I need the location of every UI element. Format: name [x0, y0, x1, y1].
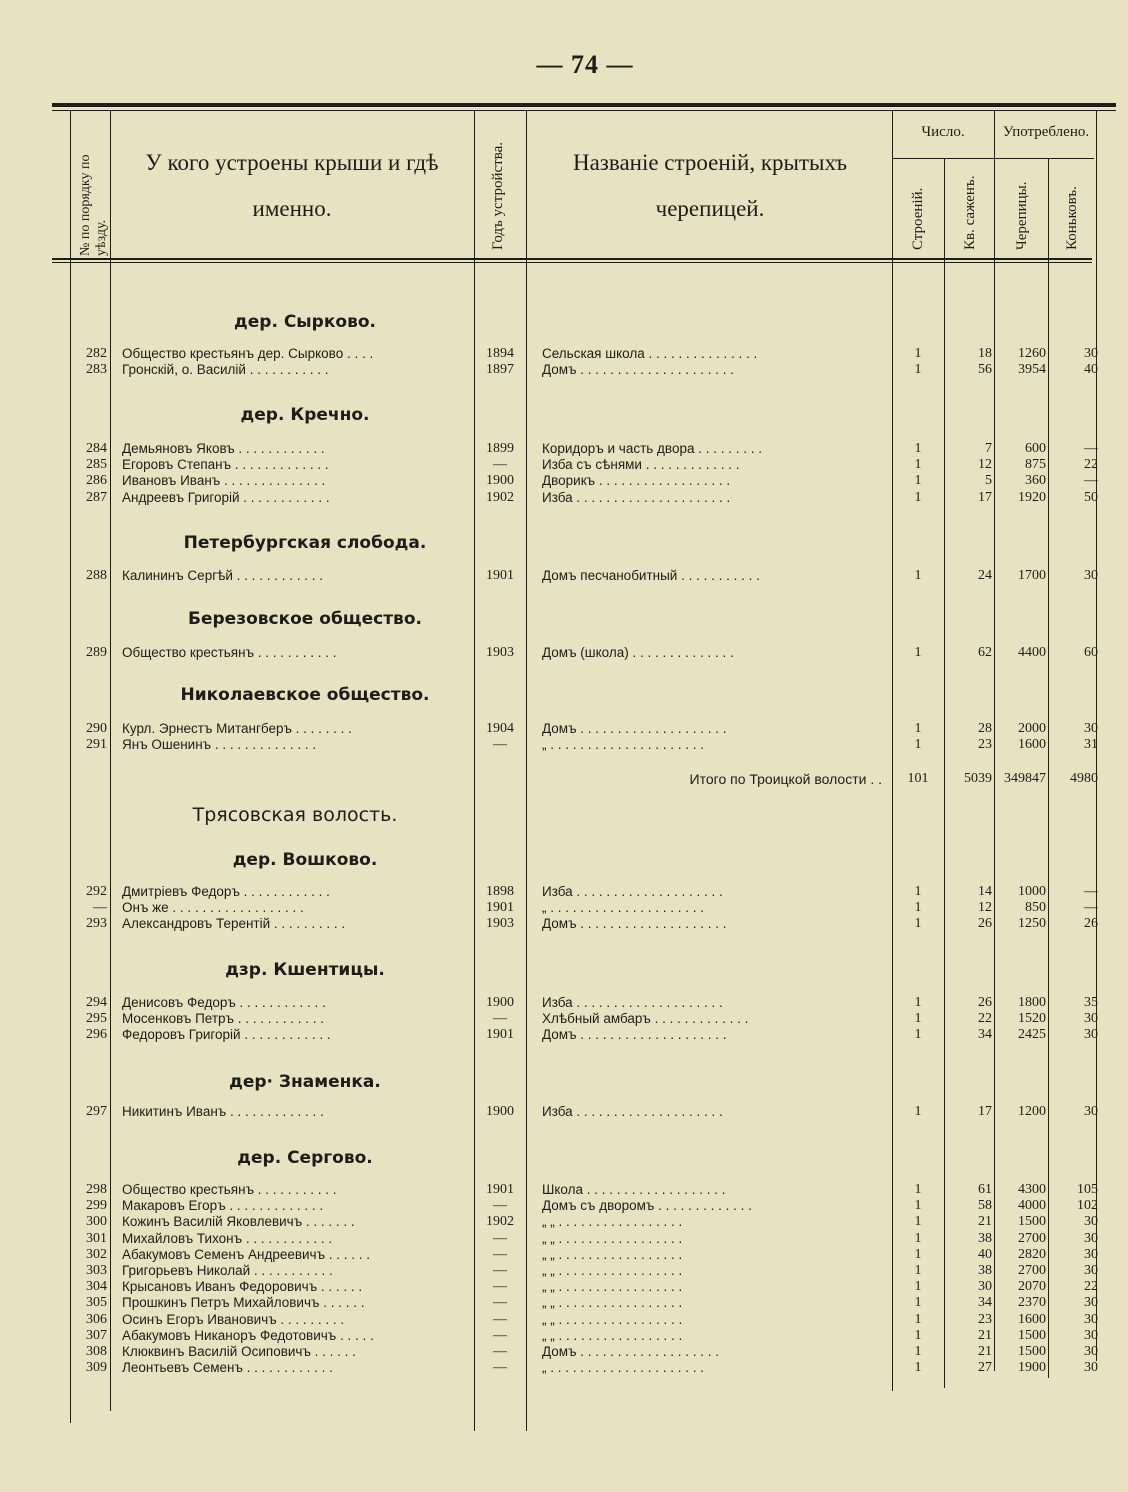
- row-number: 284: [86, 441, 107, 456]
- table-row: [0, 884, 1128, 900]
- area-sazhen: 18: [978, 346, 992, 361]
- total-row: [0, 771, 1128, 787]
- building-type: Хлѣбный амбаръ . . . . . . . . . . . . .: [542, 1011, 749, 1026]
- row-number: 295: [86, 1011, 107, 1026]
- table-row: [0, 1104, 1128, 1120]
- row-number: 285: [86, 457, 107, 472]
- year-built: 1903: [486, 916, 514, 931]
- building-type: „ „ . . . . . . . . . . . . . . . . .: [542, 1231, 683, 1246]
- area-sazhen: 21: [978, 1328, 992, 1343]
- owner-name: Абакумовъ Семенъ Андреевичъ . . . . . .: [122, 1247, 371, 1262]
- row-number: 288: [86, 568, 107, 583]
- building-type: Изба . . . . . . . . . . . . . . . . . . . .: [542, 884, 723, 899]
- ridge-count: 60: [1084, 645, 1098, 660]
- year-built: 1904: [486, 721, 514, 736]
- year-built: —: [493, 457, 507, 472]
- table-row: [0, 441, 1128, 457]
- building-type: Изба . . . . . . . . . . . . . . . . . . . . .: [542, 490, 731, 505]
- row-number: 298: [86, 1182, 107, 1197]
- building-type: Сельская школа . . . . . . . . . . . . . . .: [542, 346, 758, 361]
- building-count: 1: [914, 457, 922, 472]
- ridge-count: 31: [1084, 737, 1098, 752]
- owner-name: Янъ Ошенинъ . . . . . . . . . . . . . .: [122, 737, 317, 752]
- year-built: —: [493, 1279, 507, 1294]
- tiles-count: 1260: [1018, 346, 1046, 361]
- building-count: 1: [914, 1231, 922, 1246]
- building-count: 1: [914, 916, 922, 931]
- area-sazhen: 17: [978, 1104, 992, 1119]
- section-heading: дер. Кречно.: [240, 405, 370, 425]
- area-sazhen: 14: [978, 884, 992, 899]
- building-count: 1: [914, 362, 922, 377]
- building-count: 1: [914, 1263, 922, 1278]
- ridge-count: 30: [1084, 1263, 1098, 1278]
- ridge-count: 30: [1084, 1027, 1098, 1042]
- building-type: „ . . . . . . . . . . . . . . . . . . . . .: [542, 900, 705, 915]
- building-type: Домъ . . . . . . . . . . . . . . . . . . . .: [542, 721, 727, 736]
- area-sazhen: 27: [978, 1360, 992, 1375]
- ridge-count: 30: [1084, 1231, 1098, 1246]
- building-type: Изба . . . . . . . . . . . . . . . . . . . .: [542, 1104, 723, 1119]
- area-sazhen: 38: [978, 1231, 992, 1246]
- owner-name: Калининъ Сергѣй . . . . . . . . . . . .: [122, 568, 323, 583]
- table-row: [0, 1231, 1128, 1247]
- tiles-count: 1520: [1018, 1011, 1046, 1026]
- building-count: 1: [914, 441, 922, 456]
- owner-name: Общество крестьянъ . . . . . . . . . . .: [122, 1182, 337, 1197]
- owner-name: Прошкинъ Петръ Михайловичъ . . . . . .: [122, 1295, 365, 1310]
- ridge-count: 35: [1084, 995, 1098, 1010]
- section-heading: дзр. Кшентицы.: [225, 960, 385, 980]
- header-rule-thin: [52, 262, 1092, 263]
- owner-name: Общество крестьянъ дер. Сырково . . . .: [122, 346, 374, 361]
- header-col-ridge: Коньковъ.: [1064, 186, 1080, 250]
- area-sazhen: 23: [978, 1312, 992, 1327]
- year-built: —: [493, 1247, 507, 1262]
- building-count: 1: [914, 900, 922, 915]
- ridge-count: 30: [1084, 1214, 1098, 1229]
- table-row: [0, 457, 1128, 473]
- area-sazhen: 58: [978, 1198, 992, 1213]
- tiles-count: 2425: [1018, 1027, 1046, 1042]
- total-label: Итого по Троицкой волости . .: [689, 771, 882, 787]
- owner-name: Александровъ Терентiй . . . . . . . . . .: [122, 916, 346, 931]
- table-row: [0, 1312, 1128, 1328]
- table-row: [0, 645, 1128, 661]
- owner-name: Крысановъ Иванъ Федоровичъ . . . . . .: [122, 1279, 363, 1294]
- area-sazhen: 12: [978, 900, 992, 915]
- total-count: 101: [907, 771, 929, 786]
- table-row: [0, 1011, 1128, 1027]
- row-number: 297: [86, 1104, 107, 1119]
- ridge-count: 30: [1084, 1312, 1098, 1327]
- building-count: 1: [914, 490, 922, 505]
- year-built: 1894: [486, 346, 514, 361]
- year-built: 1899: [486, 441, 514, 456]
- year-built: —: [493, 1295, 507, 1310]
- row-number: 296: [86, 1027, 107, 1042]
- ridge-count: 30: [1084, 1104, 1098, 1119]
- tiles-count: 1000: [1018, 884, 1046, 899]
- area-sazhen: 61: [978, 1182, 992, 1197]
- table-row: [0, 1182, 1128, 1198]
- area-sazhen: 28: [978, 721, 992, 736]
- section-heading: Березовское общество.: [188, 609, 422, 629]
- owner-name: Денисовъ Федоръ . . . . . . . . . . . .: [122, 995, 326, 1010]
- year-built: —: [493, 1231, 507, 1246]
- year-built: 1897: [486, 362, 514, 377]
- owner-name: Дмитрiевъ Федоръ . . . . . . . . . . . .: [122, 884, 330, 899]
- table-row: [0, 737, 1128, 753]
- ridge-count: —: [1084, 900, 1098, 915]
- header-col-name: У кого устроены крыши и гдѣ именно.: [145, 150, 439, 221]
- table-row: [0, 1027, 1128, 1043]
- building-type: Домъ . . . . . . . . . . . . . . . . . . . . .: [542, 362, 735, 377]
- tiles-count: 4400: [1018, 645, 1046, 660]
- owner-name: Егоровъ Степанъ . . . . . . . . . . . . .: [122, 457, 329, 472]
- building-type: „ . . . . . . . . . . . . . . . . . . . . .: [542, 1360, 705, 1375]
- area-sazhen: 62: [978, 645, 992, 660]
- row-number: 303: [86, 1263, 107, 1278]
- page-number: — 74 —: [536, 50, 634, 79]
- table-row: [0, 721, 1128, 737]
- year-built: 1900: [486, 1104, 514, 1119]
- tiles-count: 2070: [1018, 1279, 1046, 1294]
- building-type: „ „ . . . . . . . . . . . . . . . . .: [542, 1312, 683, 1327]
- ridge-count: 22: [1084, 1279, 1098, 1294]
- building-count: 1: [914, 1027, 922, 1042]
- tiles-count: 1500: [1018, 1214, 1046, 1229]
- row-number: 309: [86, 1360, 107, 1375]
- header-col-buildings: Строенiй.: [910, 187, 926, 250]
- volost-heading: Трясовская волость.: [192, 804, 398, 826]
- ridge-count: 30: [1084, 721, 1098, 736]
- building-count: 1: [914, 737, 922, 752]
- year-built: 1903: [486, 645, 514, 660]
- ridge-count: 26: [1084, 916, 1098, 931]
- owner-name: Осинъ Егоръ Ивановичъ . . . . . . . . .: [122, 1312, 345, 1327]
- tiles-count: 360: [1025, 473, 1046, 488]
- ridge-count: 102: [1077, 1198, 1098, 1213]
- year-built: —: [493, 1344, 507, 1359]
- year-built: —: [493, 1198, 507, 1213]
- header-col-num: № по порядку по уѣзду.: [78, 154, 109, 256]
- tiles-count: 1500: [1018, 1344, 1046, 1359]
- year-built: —: [493, 1011, 507, 1026]
- table-row: [0, 900, 1128, 916]
- top-rule-thin: [52, 110, 1116, 111]
- section-heading: дер. Сергово.: [237, 1148, 373, 1168]
- owner-name: Михайловъ Тихонъ . . . . . . . . . . . .: [122, 1231, 333, 1246]
- header-rule: [52, 258, 1092, 260]
- row-number: 302: [86, 1247, 107, 1262]
- owner-name: Абакумовъ Никаноръ Федотовичъ . . . . .: [122, 1328, 374, 1343]
- year-built: —: [493, 1328, 507, 1343]
- row-number: 300: [86, 1214, 107, 1229]
- area-sazhen: 40: [978, 1247, 992, 1262]
- building-type: „ „ . . . . . . . . . . . . . . . . .: [542, 1214, 683, 1229]
- owner-name: Григорьевъ Николай . . . . . . . . . . .: [122, 1263, 333, 1278]
- header-col-building: Названiе строенiй, крытыхъ черепицей.: [572, 150, 847, 221]
- table-row: [0, 1295, 1128, 1311]
- row-number: 289: [86, 645, 107, 660]
- group-subrule: [892, 158, 1094, 159]
- building-type: Коридоръ и часть двора . . . . . . . . .: [542, 441, 762, 456]
- year-built: 1901: [486, 568, 514, 583]
- area-sazhen: 17: [978, 490, 992, 505]
- row-number: 301: [86, 1231, 107, 1246]
- year-built: —: [493, 1263, 507, 1278]
- year-built: 1900: [486, 995, 514, 1010]
- area-sazhen: 24: [978, 568, 992, 583]
- ridge-count: 30: [1084, 1011, 1098, 1026]
- building-count: 1: [914, 884, 922, 899]
- ridge-count: —: [1084, 473, 1098, 488]
- ridge-count: —: [1084, 884, 1098, 899]
- area-sazhen: 23: [978, 737, 992, 752]
- row-number: 305: [86, 1295, 107, 1310]
- owner-name: Курл. Эрнестъ Митангберъ . . . . . . . .: [122, 721, 352, 736]
- row-number: 283: [86, 362, 107, 377]
- header-group-count: Число.: [921, 124, 965, 140]
- building-type: „ „ . . . . . . . . . . . . . . . . .: [542, 1295, 683, 1310]
- ridge-count: 22: [1084, 457, 1098, 472]
- tiles-count: 850: [1025, 900, 1046, 915]
- building-type: Изба . . . . . . . . . . . . . . . . . . . .: [542, 995, 723, 1010]
- row-number: 307: [86, 1328, 107, 1343]
- owner-name: Клюквинъ Василiй Осиповичъ . . . . . .: [122, 1344, 356, 1359]
- owner-name: Мосенковъ Петръ . . . . . . . . . . . .: [122, 1011, 325, 1026]
- area-sazhen: 34: [978, 1295, 992, 1310]
- section-heading: дер. Вошково.: [232, 850, 378, 870]
- building-type: „ „ . . . . . . . . . . . . . . . . .: [542, 1263, 683, 1278]
- owner-name: Ивановъ Иванъ . . . . . . . . . . . . . .: [122, 473, 326, 488]
- building-count: 1: [914, 1214, 922, 1229]
- tiles-count: 2820: [1018, 1247, 1046, 1262]
- year-built: 1901: [486, 1027, 514, 1042]
- area-sazhen: 56: [978, 362, 992, 377]
- row-number: 290: [86, 721, 107, 736]
- row-number: 304: [86, 1279, 107, 1294]
- building-count: 1: [914, 346, 922, 361]
- table-row: [0, 473, 1128, 489]
- building-type: Домъ (школа) . . . . . . . . . . . . . .: [542, 645, 734, 660]
- area-sazhen: 21: [978, 1344, 992, 1359]
- tiles-count: 2370: [1018, 1295, 1046, 1310]
- total-ridge: 4980: [1070, 771, 1098, 786]
- ridge-count: 30: [1084, 1360, 1098, 1375]
- total-area: 5039: [964, 771, 992, 786]
- table-row: [0, 1214, 1128, 1230]
- tiles-count: 1800: [1018, 995, 1046, 1010]
- table-row: [0, 995, 1128, 1011]
- building-count: 1: [914, 1279, 922, 1294]
- row-number: 294: [86, 995, 107, 1010]
- row-number: —: [93, 900, 107, 915]
- owner-name: Макаровъ Егоръ . . . . . . . . . . . . .: [122, 1198, 324, 1213]
- area-sazhen: 30: [978, 1279, 992, 1294]
- building-type: Школа . . . . . . . . . . . . . . . . . . .: [542, 1182, 726, 1197]
- year-built: 1898: [486, 884, 514, 899]
- owner-name: Никитинъ Иванъ . . . . . . . . . . . . .: [122, 1104, 324, 1119]
- building-count: 1: [914, 645, 922, 660]
- building-count: 1: [914, 1312, 922, 1327]
- owner-name: Демьяновъ Яковъ . . . . . . . . . . . .: [122, 441, 325, 456]
- table-row: [0, 1344, 1128, 1360]
- building-count: 1: [914, 1247, 922, 1262]
- year-built: 1900: [486, 473, 514, 488]
- year-built: —: [493, 1360, 507, 1375]
- owner-name: Федоровъ Григорiй . . . . . . . . . . . .: [122, 1027, 331, 1042]
- ridge-count: 30: [1084, 1328, 1098, 1343]
- ridge-count: 40: [1084, 362, 1098, 377]
- area-sazhen: 12: [978, 457, 992, 472]
- tiles-count: 2700: [1018, 1263, 1046, 1278]
- table-row: [0, 916, 1128, 932]
- tiles-count: 2700: [1018, 1231, 1046, 1246]
- header-col-tiles: Черепицы.: [1014, 181, 1030, 250]
- building-count: 1: [914, 568, 922, 583]
- tiles-count: 3954: [1018, 362, 1046, 377]
- year-built: 1902: [486, 490, 514, 505]
- row-number: 306: [86, 1312, 107, 1327]
- area-sazhen: 26: [978, 995, 992, 1010]
- ridge-count: —: [1084, 441, 1098, 456]
- year-built: —: [493, 1312, 507, 1327]
- area-sazhen: 34: [978, 1027, 992, 1042]
- row-number: 292: [86, 884, 107, 899]
- building-type: Домъ . . . . . . . . . . . . . . . . . . . .: [542, 916, 727, 931]
- building-type: „ „ . . . . . . . . . . . . . . . . .: [542, 1279, 683, 1294]
- building-count: 1: [914, 1198, 922, 1213]
- area-sazhen: 22: [978, 1011, 992, 1026]
- top-rule-thick: [52, 103, 1116, 107]
- ridge-count: 105: [1077, 1182, 1098, 1197]
- owner-name: Онъ же . . . . . . . . . . . . . . . . . .: [122, 900, 304, 915]
- building-type: Домъ съ дворомъ . . . . . . . . . . . . .: [542, 1198, 752, 1213]
- section-heading: Николаевское общество.: [180, 685, 430, 705]
- row-number: 293: [86, 916, 107, 931]
- area-sazhen: 26: [978, 916, 992, 931]
- total-tiles: 349847: [1004, 771, 1046, 786]
- building-type: Изба съ сѣнями . . . . . . . . . . . . .: [542, 457, 740, 472]
- building-type: Домъ . . . . . . . . . . . . . . . . . . .: [542, 1344, 720, 1359]
- tiles-count: 1200: [1018, 1104, 1046, 1119]
- row-number: 286: [86, 473, 107, 488]
- building-type: Домъ песчанобитный . . . . . . . . . . .: [542, 568, 760, 583]
- area-sazhen: 5: [985, 473, 992, 488]
- ridge-count: 30: [1084, 1295, 1098, 1310]
- header-col-area: Кв. саженъ.: [962, 175, 978, 250]
- owner-name: Андреевъ Григорiй . . . . . . . . . . . .: [122, 490, 330, 505]
- tiles-count: 875: [1025, 457, 1046, 472]
- owner-name: Кожинъ Василiй Яковлевичъ . . . . . . .: [122, 1214, 355, 1229]
- building-count: 1: [914, 1011, 922, 1026]
- owner-name: Леонтьевъ Семенъ . . . . . . . . . . . .: [122, 1360, 333, 1375]
- tiles-count: 1600: [1018, 737, 1046, 752]
- row-number: 282: [86, 346, 107, 361]
- row-number: 291: [86, 737, 107, 752]
- ridge-count: 30: [1084, 568, 1098, 583]
- building-count: 1: [914, 995, 922, 1010]
- tiles-count: 1500: [1018, 1328, 1046, 1343]
- year-built: —: [493, 737, 507, 752]
- table-row: [0, 1247, 1128, 1263]
- building-count: 1: [914, 1104, 922, 1119]
- tiles-count: 2000: [1018, 721, 1046, 736]
- table-row: [0, 1279, 1128, 1295]
- owner-name: Гронскiй, о. Василiй . . . . . . . . . . .: [122, 362, 329, 377]
- table-row: [0, 568, 1128, 584]
- building-type: Домъ . . . . . . . . . . . . . . . . . . . .: [542, 1027, 727, 1042]
- row-number: 287: [86, 490, 107, 505]
- building-type: Дворикъ . . . . . . . . . . . . . . . . . .: [542, 473, 731, 488]
- year-built: 1901: [486, 900, 514, 915]
- tiles-count: 1900: [1018, 1360, 1046, 1375]
- tiles-count: 4300: [1018, 1182, 1046, 1197]
- building-count: 1: [914, 1360, 922, 1375]
- section-heading: дер. Сырково.: [234, 312, 376, 332]
- area-sazhen: 21: [978, 1214, 992, 1229]
- ridge-count: 30: [1084, 1247, 1098, 1262]
- table-row: [0, 1263, 1128, 1279]
- year-built: 1902: [486, 1214, 514, 1229]
- header-col-year: Годъ устройства.: [490, 142, 506, 250]
- section-heading: дер· Знаменка.: [229, 1072, 381, 1092]
- building-type: „ . . . . . . . . . . . . . . . . . . . . .: [542, 737, 705, 752]
- table-row: [0, 1360, 1128, 1376]
- tiles-count: 4000: [1018, 1198, 1046, 1213]
- table-row: [0, 1198, 1128, 1214]
- building-count: 1: [914, 1344, 922, 1359]
- table-row: [0, 346, 1128, 362]
- row-number: 299: [86, 1198, 107, 1213]
- header-group-used: Употреблено.: [1002, 124, 1090, 140]
- section-heading: Петербургская слобода.: [183, 533, 427, 553]
- tiles-count: 1250: [1018, 916, 1046, 931]
- ridge-count: 30: [1084, 346, 1098, 361]
- row-number: 308: [86, 1344, 107, 1359]
- building-count: 1: [914, 473, 922, 488]
- tiles-count: 600: [1025, 441, 1046, 456]
- table-row: [0, 1328, 1128, 1344]
- ridge-count: 50: [1084, 490, 1098, 505]
- building-count: 1: [914, 1295, 922, 1310]
- building-type: „ „ . . . . . . . . . . . . . . . . .: [542, 1328, 683, 1343]
- table-row: [0, 490, 1128, 506]
- ridge-count: 30: [1084, 1344, 1098, 1359]
- tiles-count: 1600: [1018, 1312, 1046, 1327]
- area-sazhen: 38: [978, 1263, 992, 1278]
- tiles-count: 1700: [1018, 568, 1046, 583]
- tiles-count: 1920: [1018, 490, 1046, 505]
- table-row: [0, 362, 1128, 378]
- building-count: 1: [914, 1328, 922, 1343]
- year-built: 1901: [486, 1182, 514, 1197]
- owner-name: Общество крестьянъ . . . . . . . . . . .: [122, 645, 337, 660]
- area-sazhen: 7: [985, 441, 992, 456]
- building-count: 1: [914, 721, 922, 736]
- building-count: 1: [914, 1182, 922, 1197]
- building-type: „ „ . . . . . . . . . . . . . . . . .: [542, 1247, 683, 1262]
